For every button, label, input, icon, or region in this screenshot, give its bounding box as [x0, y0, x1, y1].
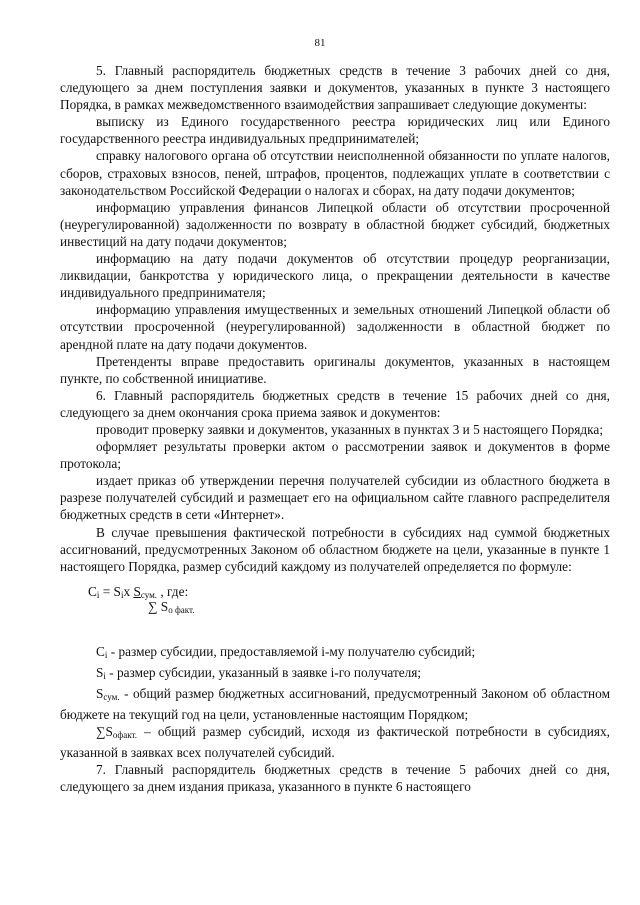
- formula-s-sub: i: [120, 589, 124, 600]
- paragraph: информацию управления имущественных и земельных отношений Липецкой области об отсутствии просроченной (неурегулированной) задолженности в областной бюджет по арендной плате на дату подачи документов.: [60, 302, 610, 352]
- paragraph: выписку из Единого государственного реестра юридических лиц или Единого государственного реестра индивидуальных предпринимателей;: [60, 114, 610, 147]
- formula-den-sum: ∑ S: [148, 598, 169, 614]
- formula-where: , где:: [157, 583, 189, 599]
- paragraph: издает приказ об утверждении перечня получателей субсидии из областного бюджета в разрезе получателей субсидий и размещает его на официальном сайте главного распределителя бюджетных средств в сети «Интернет».: [60, 473, 610, 523]
- definition-symbol-sub: офакт.: [112, 730, 137, 741]
- definition-item: [60, 723, 610, 761]
- paragraph: проводит проверку заявки и документов, указанных в пунктах 3 и 5 настоящего Порядка;: [96, 421, 604, 437]
- definition-symbol-sub: i: [104, 649, 108, 660]
- definition-symbol: C: [96, 643, 105, 659]
- paragraphs-section-a: [60, 62, 610, 575]
- definitions-list: [60, 643, 610, 762]
- formula-den-sub: о факт.: [168, 604, 195, 615]
- paragraph: 7. Главный распорядитель бюджетных средств в течение 5 рабочих дней со дня, следующего за днем издания приказа, указанного в пункте 6 настоящего: [60, 762, 610, 795]
- formula-lhs-sub: i: [96, 589, 100, 600]
- page-number: 81: [314, 37, 326, 49]
- paragraph: 6. Главный распорядитель бюджетных средств в течение 15 рабочих дней со дня, следующего за днем окончания срока приема заявок и документов:: [60, 387, 610, 420]
- definition-symbol: ∑S: [96, 724, 113, 740]
- definition-symbol-sub: сум.: [103, 692, 120, 702]
- definition-text: - размер субсидии, указанный в заявке i-го получателя;: [105, 664, 422, 680]
- paragraph: оформляет результаты проверки актом о рассмотрении заявок и документов в форме протокола;: [60, 439, 610, 472]
- paragraph: информацию на дату подачи документов об отсутствии процедур реорганизации, ликвидации, банкротства у юридического лица, о прекращении деятельности в качестве индивидуального предпринимателя;: [60, 251, 610, 301]
- formula-eq-s: = S: [99, 583, 121, 599]
- definition-text: - размер субсидии, предоставляемой i-му получателю субсидий;: [107, 643, 476, 659]
- definition-text: – общий размер субсидий, исходя из фактической потребности в субсидиях, указанной в заявках всех получателей субсидий.: [60, 724, 610, 761]
- paragraph: справку налогового органа об отсутствии неисполненной обязанности по уплате налогов, сборов, страховых взносов, пеней, штрафов, процентов, подлежащих уплате в соответствии с законодательством Российской Федерации о налогах и сборах, на дату подачи документов;: [60, 148, 610, 198]
- formula-denominator: [148, 598, 195, 619]
- definition-symbol: S: [96, 686, 104, 701]
- definition-item: [60, 664, 610, 685]
- definition-text: - общий размер бюджетных ассигнований, предусмотренный Законом об областном бюджете на текущий год на цели, установленные настоящим Порядком;: [60, 686, 610, 723]
- formula: [60, 583, 610, 635]
- definition-symbol: S: [96, 664, 104, 680]
- paragraphs-section-b: [60, 761, 610, 795]
- paragraph: Претенденты вправе предоставить оригиналы документов, указанных в настоящем пункте, по собственной инициативе.: [60, 353, 610, 386]
- definition-item: [60, 643, 610, 664]
- paragraph: В случае превышения фактической потребности в субсидиях над суммой бюджетных ассигнований, предусмотренных Законом об областном бюджете на цели, указанные в пункте 1 настоящего Порядка, размер субсидий каждому из получателей определяется по формуле:: [60, 524, 610, 574]
- formula-times: x: [123, 583, 134, 599]
- paragraph: 5. Главный распорядитель бюджетных средств в течение 3 рабочих дней со дня, следующего за днем поступления заявки и документов, указанных в пункте 3 настоящего Порядка, в рамках межведомственного взаимодействия запрашивает следующие документы:: [60, 63, 610, 113]
- document-body: [60, 62, 610, 796]
- definition-symbol-sub: i: [103, 670, 106, 681]
- paragraph: информацию управления финансов Липецкой области об отсутствии просроченной (неурегулированной) задолженности по возврату в областной бюджет субсидий, бюджетных инвестиций на дату подачи документов;: [60, 199, 610, 249]
- formula-num-sub: сум.: [140, 589, 158, 600]
- formula-num: S: [133, 583, 141, 599]
- definition-item: [60, 685, 610, 723]
- formula-numerator: [133, 584, 157, 599]
- formula-lhs: C: [88, 583, 97, 599]
